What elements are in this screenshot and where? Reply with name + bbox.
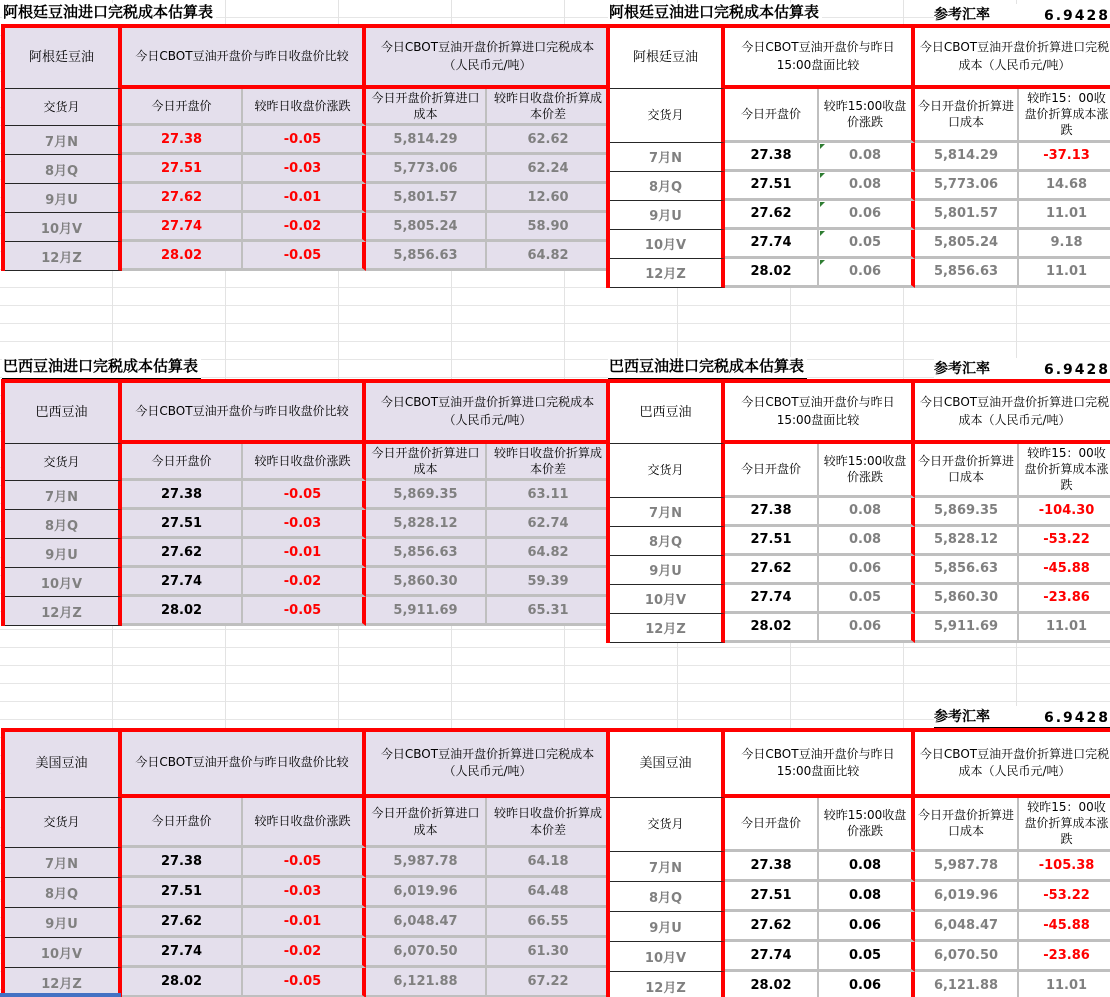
month-cell[interactable]: 10月V [5, 938, 122, 968]
value-cell[interactable]: 5,987.78 [915, 852, 1019, 882]
value-cell[interactable]: 0.05 [819, 585, 915, 614]
table-title-argentina-right[interactable]: 阿根廷豆油进口完税成本估算表 [608, 3, 822, 25]
value-cell[interactable]: 58.90 [487, 213, 609, 242]
column-header-cell[interactable]: 今日开盘价折算进口成本 [915, 444, 1019, 498]
column-header-cell[interactable]: 较昨日收盘价折算成本价差 [487, 89, 609, 126]
value-cell[interactable]: 27.51 [122, 878, 243, 908]
value-cell[interactable]: 6,070.50 [915, 942, 1019, 972]
value-cell[interactable]: 5,805.24 [366, 213, 487, 242]
table-row [610, 201, 1110, 230]
value-cell[interactable]: 64.18 [487, 848, 609, 878]
column-header-cell[interactable]: 交货月 [610, 444, 725, 498]
value-cell[interactable]: -45.88 [1019, 912, 1110, 942]
column-header-cell[interactable]: 较昨15:00收盘价涨跌 [819, 89, 915, 143]
table-title-brazil-right[interactable]: 巴西豆油进口完税成本估算表 [608, 357, 807, 379]
value-cell[interactable]: 61.30 [487, 938, 609, 968]
value-cell[interactable]: 5,911.69 [366, 597, 487, 626]
value-cell[interactable]: 11.01 [1019, 614, 1110, 643]
value-cell[interactable]: -0.05 [243, 126, 366, 155]
value-cell[interactable]: 6,048.47 [915, 912, 1019, 942]
value-cell[interactable]: 5,860.30 [915, 585, 1019, 614]
value-cell[interactable]: 59.39 [487, 568, 609, 597]
exchange-rate-label: 参考汇率 [934, 361, 990, 377]
value-cell[interactable]: -0.01 [243, 539, 366, 568]
month-cell[interactable]: 10月V [610, 230, 725, 259]
column-header-cell[interactable]: 较昨日收盘价折算成本价差 [487, 444, 609, 481]
value-cell[interactable]: -23.86 [1019, 942, 1110, 972]
value-cell[interactable]: 5,773.06 [366, 155, 487, 184]
comment-marker-icon [820, 173, 825, 178]
value-cell[interactable]: 11.01 [1019, 259, 1110, 288]
table-row [610, 556, 1110, 585]
table-us-right[interactable] [606, 728, 1110, 997]
month-cell[interactable]: 9月U [610, 556, 725, 585]
table-row [610, 972, 1110, 997]
value-cell[interactable]: 5,856.63 [366, 539, 487, 568]
value-cell[interactable]: 64.82 [487, 539, 609, 568]
value-cell[interactable]: 28.02 [122, 597, 243, 626]
month-cell[interactable]: 10月V [5, 213, 122, 242]
month-cell[interactable]: 8月Q [610, 172, 725, 201]
value-cell[interactable]: 27.51 [725, 527, 819, 556]
value-cell[interactable]: 27.38 [725, 143, 819, 172]
compare-header-cell[interactable]: 今日CBOT豆油开盘价与昨日收盘价比较 [122, 383, 366, 444]
value-cell[interactable]: 5,860.30 [366, 568, 487, 597]
column-header-cell[interactable]: 交货月 [5, 444, 122, 481]
value-cell[interactable]: 27.38 [725, 498, 819, 527]
cost-header-cell[interactable]: 今日CBOT豆油开盘价折算进口完税成本（人民币元/吨） [366, 28, 609, 89]
value-cell[interactable]: 27.62 [122, 184, 243, 213]
table-us-left[interactable] [1, 728, 614, 997]
value-cell[interactable]: 28.02 [122, 242, 243, 271]
value-cell[interactable]: 27.38 [122, 848, 243, 878]
column-header-cell[interactable]: 今日开盘价折算进口成本 [366, 89, 487, 126]
column-header-cell[interactable]: 交货月 [5, 798, 122, 848]
table-row [610, 230, 1110, 259]
table-row [5, 184, 609, 213]
exchange-rate-row[interactable] [934, 706, 1110, 728]
month-cell[interactable]: 9月U [5, 908, 122, 938]
cost-header-cell[interactable]: 今日CBOT豆油开盘价折算进口完税成本（人民币元/吨） [915, 28, 1110, 89]
value-cell[interactable]: 28.02 [725, 614, 819, 643]
table-row [610, 942, 1110, 972]
table-row [5, 510, 609, 539]
value-cell[interactable]: -0.03 [243, 510, 366, 539]
compare-header-cell[interactable]: 今日CBOT豆油开盘价与昨日15:00盘面比较 [725, 28, 915, 89]
column-header-cell[interactable]: 今日开盘价 [725, 444, 819, 498]
value-cell[interactable]: 5,856.63 [915, 259, 1019, 288]
product-cell[interactable]: 巴西豆油 [610, 383, 725, 444]
value-cell[interactable]: 5,805.24 [915, 230, 1019, 259]
month-cell[interactable]: 7月N [610, 498, 725, 527]
column-header-cell[interactable]: 交货月 [610, 89, 725, 143]
value-cell[interactable]: 5,856.63 [366, 242, 487, 271]
table-title-argentina-left[interactable]: 阿根廷豆油进口完税成本估算表 [2, 3, 216, 25]
column-header-cell[interactable]: 较昨15：00收盘价折算成本涨跌 [1019, 798, 1110, 852]
value-cell[interactable]: 66.55 [487, 908, 609, 938]
value-cell[interactable]: 0.06 [819, 972, 915, 997]
table-row [610, 143, 1110, 172]
column-header-cell[interactable]: 今日开盘价 [725, 89, 819, 143]
value-cell[interactable]: 27.74 [725, 230, 819, 259]
table-row [5, 878, 609, 908]
value-cell[interactable]: -0.01 [243, 908, 366, 938]
column-header-cell[interactable]: 交货月 [5, 89, 122, 126]
value-cell[interactable]: 62.62 [487, 126, 609, 155]
column-header-cell[interactable]: 交货月 [610, 798, 725, 852]
month-cell[interactable]: 9月U [5, 539, 122, 568]
table-row [5, 597, 609, 626]
column-header-cell[interactable]: 较昨15:00收盘价涨跌 [819, 798, 915, 852]
value-cell[interactable]: -104.30 [1019, 498, 1110, 527]
value-cell[interactable]: -0.02 [243, 568, 366, 597]
value-cell[interactable]: 0.05 [819, 230, 915, 259]
value-cell[interactable]: 65.31 [487, 597, 609, 626]
table-row [610, 882, 1110, 912]
month-cell[interactable]: 8月Q [610, 882, 725, 912]
compare-header-cell[interactable]: 今日CBOT豆油开盘价与昨日收盘价比较 [122, 28, 366, 89]
table-row [5, 568, 609, 597]
value-cell[interactable]: 62.24 [487, 155, 609, 184]
value-cell[interactable]: 27.74 [725, 942, 819, 972]
month-cell[interactable]: 8月Q [5, 510, 122, 539]
month-cell[interactable]: 7月N [5, 481, 122, 510]
value-cell[interactable]: -105.38 [1019, 852, 1110, 882]
value-cell[interactable]: 6,121.88 [915, 972, 1019, 997]
product-cell[interactable]: 巴西豆油 [5, 383, 122, 444]
value-cell[interactable]: 6,019.96 [366, 878, 487, 908]
month-cell[interactable]: 7月N [5, 848, 122, 878]
month-cell[interactable]: 10月V [5, 568, 122, 597]
value-cell[interactable]: 0.08 [819, 882, 915, 912]
value-cell[interactable]: 62.74 [487, 510, 609, 539]
cost-header-cell[interactable]: 今日CBOT豆油开盘价折算进口完税成本（人民币元/吨） [915, 383, 1110, 444]
product-cell[interactable]: 阿根廷豆油 [5, 28, 122, 89]
column-header-cell[interactable]: 今日开盘价 [122, 798, 243, 848]
table-row [610, 527, 1110, 556]
comment-marker-icon [820, 202, 825, 207]
value-cell[interactable]: 27.38 [725, 852, 819, 882]
month-cell[interactable]: 10月V [610, 942, 725, 972]
cost-header-cell[interactable]: 今日CBOT豆油开盘价折算进口完税成本（人民币元/吨） [366, 732, 609, 798]
value-cell[interactable]: 5,814.29 [915, 143, 1019, 172]
exchange-rate-value: 6.9428 [1043, 362, 1110, 378]
value-cell[interactable]: 27.51 [122, 155, 243, 184]
value-cell[interactable]: -0.02 [243, 213, 366, 242]
value-cell[interactable]: -0.05 [243, 481, 366, 510]
month-cell[interactable]: 7月N [5, 126, 122, 155]
value-cell[interactable]: 0.05 [819, 942, 915, 972]
value-cell[interactable]: 0.08 [819, 143, 915, 172]
compare-header-cell[interactable]: 今日CBOT豆油开盘价与昨日15:00盘面比较 [725, 732, 915, 798]
value-cell[interactable]: 27.62 [725, 912, 819, 942]
table-brazil-left[interactable] [1, 379, 614, 626]
column-header-cell[interactable]: 较昨15:00收盘价涨跌 [819, 444, 915, 498]
value-cell[interactable]: 27.74 [122, 213, 243, 242]
value-cell[interactable]: 0.06 [819, 201, 915, 230]
value-cell[interactable]: 0.08 [819, 172, 915, 201]
column-header-cell[interactable]: 较昨日收盘价涨跌 [243, 89, 366, 126]
cost-header-cell[interactable]: 今日CBOT豆油开盘价折算进口完税成本（人民币元/吨） [915, 732, 1110, 798]
value-cell[interactable]: 27.62 [122, 539, 243, 568]
table-row [5, 938, 609, 968]
table-row [610, 172, 1110, 201]
value-cell[interactable]: -23.86 [1019, 585, 1110, 614]
value-cell[interactable]: 5,828.12 [366, 510, 487, 539]
value-cell[interactable]: -0.05 [243, 848, 366, 878]
comment-marker-icon [820, 231, 825, 236]
value-cell[interactable]: -0.05 [243, 242, 366, 271]
value-cell[interactable]: 64.48 [487, 878, 609, 908]
product-cell[interactable]: 阿根廷豆油 [610, 28, 725, 89]
value-cell[interactable]: 5,801.57 [915, 201, 1019, 230]
value-cell[interactable]: 27.62 [725, 201, 819, 230]
table-row [5, 848, 609, 878]
table-argentina-right[interactable] [606, 24, 1110, 288]
value-cell[interactable]: -53.22 [1019, 882, 1110, 912]
value-cell[interactable]: 5,828.12 [915, 527, 1019, 556]
exchange-rate-row[interactable] [934, 4, 1110, 26]
month-cell[interactable]: 9月U [610, 912, 725, 942]
value-cell[interactable]: -37.13 [1019, 143, 1110, 172]
month-cell[interactable]: 9月U [610, 201, 725, 230]
value-cell[interactable]: 5,801.57 [366, 184, 487, 213]
column-header-cell[interactable]: 较昨15：00收盘价折算成本涨跌 [1019, 444, 1110, 498]
month-cell[interactable]: 12月Z [5, 968, 122, 997]
value-cell[interactable]: 27.38 [122, 481, 243, 510]
month-cell[interactable]: 12月Z [610, 972, 725, 997]
value-cell[interactable]: 27.74 [725, 585, 819, 614]
table-row [5, 539, 609, 568]
value-cell[interactable]: 12.60 [487, 184, 609, 213]
column-header-cell[interactable]: 今日开盘价折算进口成本 [366, 444, 487, 481]
value-cell[interactable]: 0.08 [819, 498, 915, 527]
column-header-cell[interactable]: 今日开盘价 [122, 444, 243, 481]
table-row [610, 852, 1110, 882]
value-cell[interactable]: 5,856.63 [915, 556, 1019, 585]
month-cell[interactable]: 8月Q [5, 878, 122, 908]
value-cell[interactable]: -0.05 [243, 597, 366, 626]
value-cell[interactable]: 27.74 [122, 568, 243, 597]
page-break-indicator [0, 993, 121, 997]
value-cell[interactable]: -53.22 [1019, 527, 1110, 556]
value-cell[interactable]: 0.06 [819, 614, 915, 643]
value-cell[interactable]: 27.62 [122, 908, 243, 938]
table-row [610, 585, 1110, 614]
value-cell[interactable]: 6,121.88 [366, 968, 487, 997]
column-header-cell[interactable]: 今日开盘价 [122, 89, 243, 126]
table-row [610, 614, 1110, 643]
exchange-rate-label: 参考汇率 [934, 7, 990, 23]
month-cell[interactable]: 8月Q [610, 527, 725, 556]
month-cell[interactable]: 12月Z [5, 242, 122, 271]
value-cell[interactable]: 0.08 [819, 527, 915, 556]
table-row [5, 213, 609, 242]
month-cell[interactable]: 12月Z [610, 614, 725, 643]
table-row [5, 481, 609, 510]
exchange-rate-label: 参考汇率 [934, 709, 990, 725]
month-cell[interactable]: 10月V [610, 585, 725, 614]
month-cell[interactable]: 8月Q [5, 155, 122, 184]
exchange-rate-value: 6.9428 [1043, 8, 1110, 24]
value-cell[interactable]: 0.08 [819, 852, 915, 882]
product-cell[interactable]: 美国豆油 [5, 732, 122, 798]
table-row [610, 498, 1110, 527]
value-cell[interactable]: 64.82 [487, 242, 609, 271]
compare-header-cell[interactable]: 今日CBOT豆油开盘价与昨日收盘价比较 [122, 732, 366, 798]
value-cell[interactable]: 11.01 [1019, 201, 1110, 230]
table-row [5, 155, 609, 184]
value-cell[interactable]: -45.88 [1019, 556, 1110, 585]
value-cell[interactable]: 5,814.29 [366, 126, 487, 155]
value-cell[interactable]: -0.01 [243, 184, 366, 213]
month-cell[interactable]: 9月U [5, 184, 122, 213]
value-cell[interactable]: -0.05 [243, 968, 366, 997]
table-row [610, 912, 1110, 942]
month-cell[interactable]: 7月N [610, 852, 725, 882]
column-header-cell[interactable]: 较昨日收盘价折算成本价差 [487, 798, 609, 848]
month-cell[interactable]: 12月Z [610, 259, 725, 288]
table-row [5, 908, 609, 938]
compare-header-cell[interactable]: 今日CBOT豆油开盘价与昨日15:00盘面比较 [725, 383, 915, 444]
value-cell[interactable]: 6,019.96 [915, 882, 1019, 912]
table-title-brazil-left[interactable]: 巴西豆油进口完税成本估算表 [2, 357, 201, 379]
value-cell[interactable]: 6,048.47 [366, 908, 487, 938]
value-cell[interactable]: 27.51 [725, 882, 819, 912]
table-brazil-right[interactable] [606, 379, 1110, 643]
value-cell[interactable]: -0.03 [243, 878, 366, 908]
comment-marker-icon [820, 260, 825, 265]
value-cell[interactable]: 5,911.69 [915, 614, 1019, 643]
value-cell[interactable]: 14.68 [1019, 172, 1110, 201]
month-cell[interactable]: 12月Z [5, 597, 122, 626]
value-cell[interactable]: 5,773.06 [915, 172, 1019, 201]
value-cell[interactable]: 28.02 [725, 259, 819, 288]
table-row [5, 126, 609, 155]
value-cell[interactable]: 0.06 [819, 259, 915, 288]
comment-marker-icon [820, 144, 825, 149]
value-cell[interactable]: 0.06 [819, 912, 915, 942]
value-cell[interactable]: 27.62 [725, 556, 819, 585]
column-header-cell[interactable]: 今日开盘价折算进口成本 [366, 798, 487, 848]
column-header-cell[interactable]: 较昨日收盘价涨跌 [243, 444, 366, 481]
exchange-rate-value: 6.9428 [1043, 710, 1110, 726]
column-header-cell[interactable]: 较昨日收盘价涨跌 [243, 798, 366, 848]
value-cell[interactable]: 9.18 [1019, 230, 1110, 259]
table-argentina-left[interactable] [1, 24, 614, 271]
column-header-cell[interactable]: 今日开盘价 [725, 798, 819, 852]
value-cell[interactable]: 27.74 [122, 938, 243, 968]
table-row [5, 242, 609, 271]
exchange-rate-row[interactable] [934, 358, 1110, 380]
column-header-cell[interactable]: 今日开盘价折算进口成本 [915, 798, 1019, 852]
value-cell[interactable]: 27.38 [122, 126, 243, 155]
value-cell[interactable]: 27.51 [122, 510, 243, 539]
value-cell[interactable]: 27.51 [725, 172, 819, 201]
value-cell[interactable]: 6,070.50 [366, 938, 487, 968]
value-cell[interactable]: 0.06 [819, 556, 915, 585]
cost-header-cell[interactable]: 今日CBOT豆油开盘价折算进口完税成本（人民币元/吨） [366, 383, 609, 444]
value-cell[interactable]: 67.22 [487, 968, 609, 997]
column-header-cell[interactable]: 今日开盘价折算进口成本 [915, 89, 1019, 143]
table-row [610, 259, 1110, 288]
product-cell[interactable]: 美国豆油 [610, 732, 725, 798]
value-cell[interactable]: 5,987.78 [366, 848, 487, 878]
value-cell[interactable]: 63.11 [487, 481, 609, 510]
value-cell[interactable]: -0.03 [243, 155, 366, 184]
value-cell[interactable]: 28.02 [122, 968, 243, 997]
value-cell[interactable]: 28.02 [725, 972, 819, 997]
column-header-cell[interactable]: 较昨15：00收盘价折算成本涨跌 [1019, 89, 1110, 143]
value-cell[interactable]: -0.02 [243, 938, 366, 968]
value-cell[interactable]: 5,869.35 [915, 498, 1019, 527]
month-cell[interactable]: 7月N [610, 143, 725, 172]
value-cell[interactable]: 5,869.35 [366, 481, 487, 510]
value-cell[interactable]: 11.01 [1019, 972, 1110, 997]
